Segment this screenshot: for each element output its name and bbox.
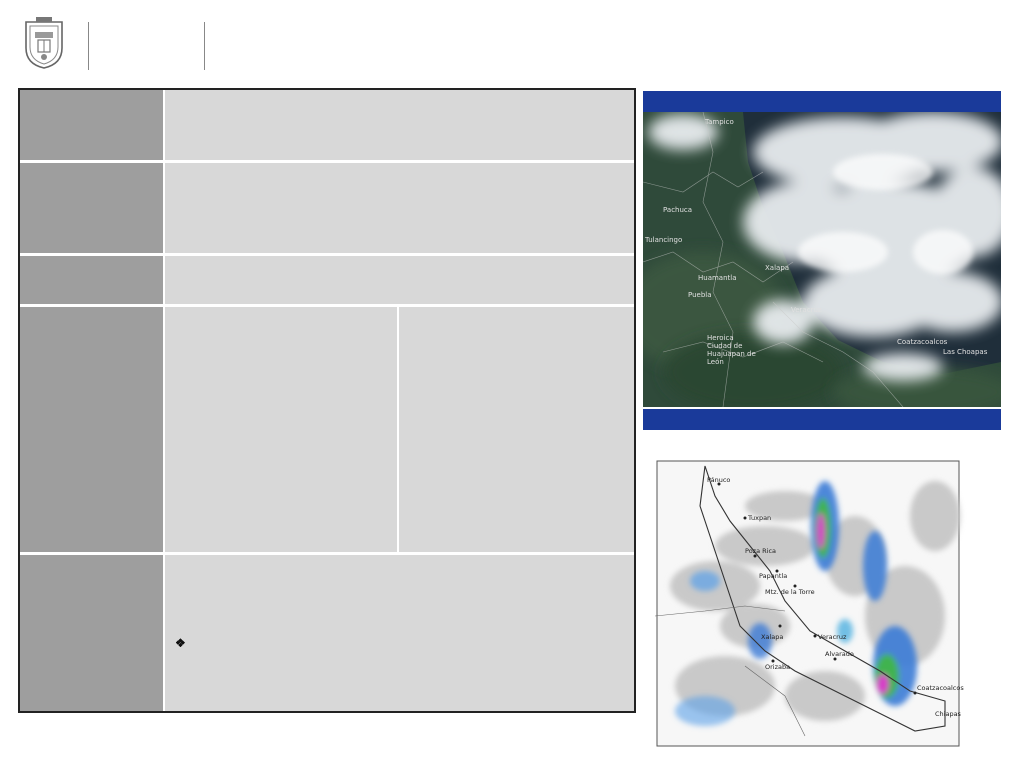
- sat-city-label: León: [707, 358, 724, 366]
- sat-city-label: Las Choapas: [943, 348, 988, 356]
- rain-city-label: Tuxpan: [748, 514, 772, 522]
- sat-city-label: Coatzacoalcos: [897, 338, 948, 346]
- rainmap-title-bar: [643, 409, 1001, 430]
- ambito-content: [165, 90, 634, 160]
- rain-city-label: Alvarado: [825, 650, 854, 658]
- rain-city-label: Veracruz: [818, 633, 847, 641]
- rain-accumulation-map: [645, 436, 1001, 756]
- sat-city-label: Heroica: [707, 334, 734, 342]
- sat-city-label: Huajuapan de: [707, 350, 756, 358]
- rain-city-label: Poza Rica: [745, 547, 777, 555]
- header-divider: [204, 22, 205, 70]
- ambito-label: [20, 90, 165, 160]
- veracruz-seal-logo: [22, 14, 66, 70]
- forecast-table: [18, 88, 636, 713]
- movimiento-label: [20, 256, 165, 304]
- precauciones-content: [165, 555, 634, 711]
- regiones-left-column: [165, 313, 397, 333]
- rain-city-label: Mtz. de la Torre: [765, 588, 815, 596]
- rain-city-label: Chiapas: [935, 710, 961, 718]
- precipitacion-content: [165, 163, 634, 253]
- rain-city-label: Coatzacoalcos: [917, 684, 964, 692]
- sat-city-label: Huamantla: [698, 274, 737, 282]
- sat-city-label: Ciudad de: [707, 342, 743, 350]
- sat-city-label: Xalapa: [765, 264, 790, 272]
- sat-city-label: Veracruz: [791, 306, 822, 314]
- column-divider: [397, 307, 399, 552]
- sat-city-label: Pachuca: [663, 206, 693, 214]
- header-divider: [88, 22, 89, 70]
- rain-city-label: Xalapa: [761, 633, 784, 641]
- sat-city-label: Tulancingo: [645, 236, 683, 244]
- sat-city-label: Tampico: [705, 118, 734, 126]
- rain-city-label: Pánuco: [707, 476, 731, 484]
- satellite-title-bar: [643, 91, 1001, 112]
- sat-city-label: Puebla: [688, 291, 712, 299]
- rain-city-label: Papantla: [759, 572, 788, 580]
- regiones-label: [20, 307, 165, 552]
- precipitacion-label: [20, 163, 165, 253]
- movimiento-content: [165, 256, 634, 304]
- rain-city-label: Orizaba: [765, 663, 791, 671]
- precauciones-label: [20, 555, 165, 711]
- satellite-image: [643, 112, 1001, 407]
